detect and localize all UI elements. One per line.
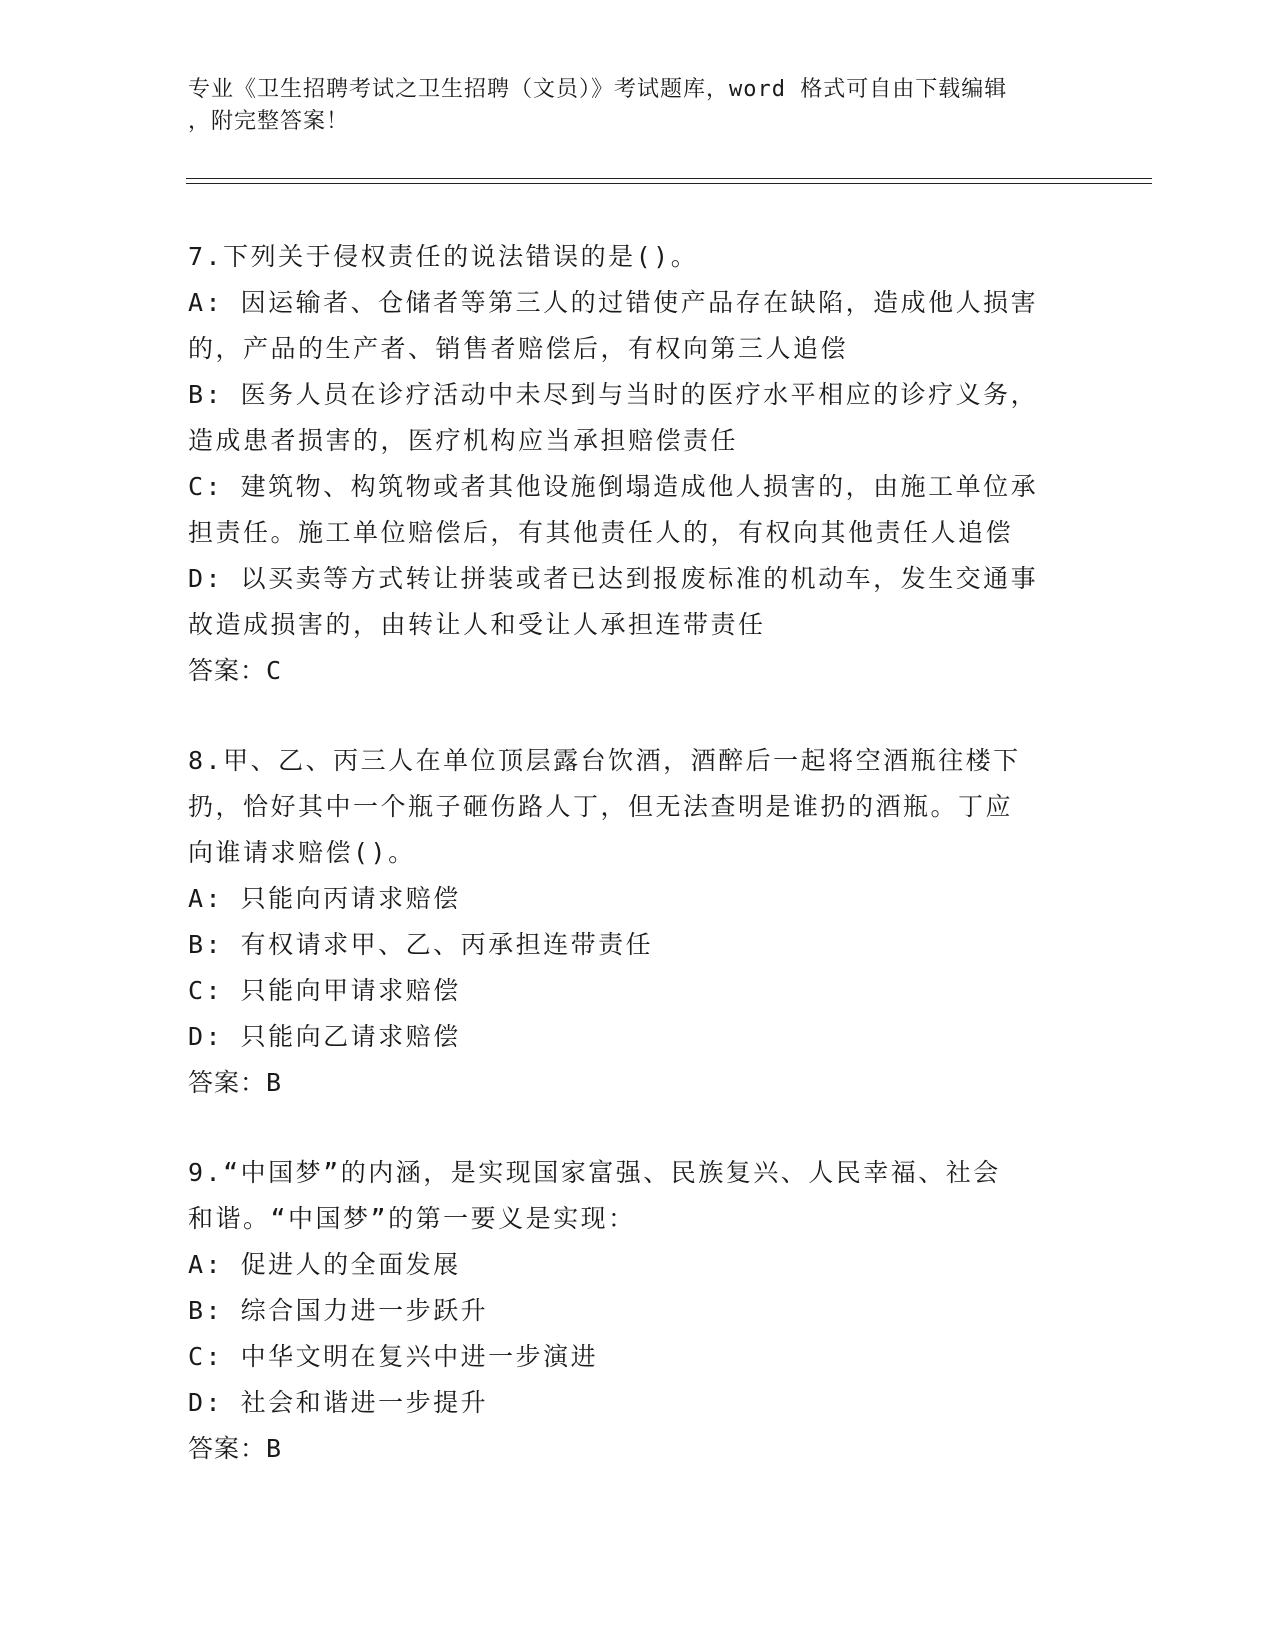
question-8-stem-line-2: 扔，恰好其中一个瓶子砸伤路人丁，但无法查明是谁扔的酒瓶。丁应 (188, 792, 1014, 821)
answer-value: B (266, 1434, 283, 1463)
question-9-option-d: D: 社会和谐进一步提升 (188, 1388, 489, 1417)
question-7 (188, 234, 1078, 694)
question-9 (188, 1150, 1078, 1472)
header-line-1: 专业《卫生招聘考试之卫生招聘（文员）》考试题库，word 格式可自由下载编辑 (188, 77, 1008, 102)
question-9-option-c: C: 中华文明在复兴中进一步演进 (188, 1342, 599, 1371)
question-7-option-a-line-1: A: 因运输者、仓储者等第三人的过错使产品存在缺陷，造成他人损害 (188, 288, 1039, 317)
document-header (188, 74, 1078, 138)
question-7-stem: 7.下列关于侵权责任的说法错误的是()。 (188, 242, 699, 271)
header-divider-bottom (186, 183, 1152, 184)
question-9-option-b: B: 综合国力进一步跃升 (188, 1296, 489, 1325)
answer-value: C (266, 656, 283, 685)
question-8-option-c: C: 只能向甲请求赔偿 (188, 976, 461, 1005)
question-7-answer (188, 648, 1078, 694)
question-list (188, 234, 1078, 1472)
question-8-answer (188, 1060, 1078, 1106)
answer-label: 答案： (188, 1068, 267, 1097)
question-9-answer (188, 1426, 1078, 1472)
answer-label: 答案： (188, 656, 267, 685)
answer-value: B (266, 1068, 283, 1097)
question-7-option-b-line-2: 造成患者损害的，医疗机构应当承担赔偿责任 (188, 426, 739, 455)
question-8 (188, 738, 1078, 1106)
question-7-option-c-line-1: C: 建筑物、构筑物或者其他设施倒塌造成他人损害的，由施工单位承 (188, 472, 1039, 501)
question-7-option-a-line-2: 的，产品的生产者、销售者赔偿后，有权向第三人追偿 (188, 334, 849, 363)
question-7-option-c-line-2: 担责任。施工单位赔偿后，有其他责任人的，有权向其他责任人追偿 (188, 518, 1014, 547)
answer-label: 答案： (188, 1434, 267, 1463)
question-8-stem-line-1: 8.甲、乙、丙三人在单位顶层露台饮酒，酒醉后一起将空酒瓶往楼下 (188, 746, 1021, 775)
header-divider-top (186, 178, 1152, 179)
question-7-option-d-line-2: 故造成损害的，由转让人和受让人承担连带责任 (188, 610, 766, 639)
question-8-stem-line-3: 向谁请求赔偿()。 (188, 838, 416, 867)
question-8-option-b: B: 有权请求甲、乙、丙承担连带责任 (188, 930, 654, 959)
question-9-stem-line-1: 9.“中国梦”的内涵，是实现国家富强、民族复兴、人民幸福、社会 (188, 1158, 1001, 1187)
question-9-option-a: A: 促进人的全面发展 (188, 1250, 461, 1279)
question-9-stem-line-2: 和谐。“中国梦”的第一要义是实现： (188, 1204, 636, 1233)
question-7-option-b-line-1: B: 医务人员在诊疗活动中未尽到与当时的医疗水平相应的诊疗义务， (188, 380, 1039, 409)
question-8-option-a: A: 只能向丙请求赔偿 (188, 884, 461, 913)
header-line-2: ，附完整答案！ (188, 109, 350, 134)
question-8-option-d: D: 只能向乙请求赔偿 (188, 1022, 461, 1051)
question-7-option-d-line-1: D: 以买卖等方式转让拼装或者已达到报废标准的机动车，发生交通事 (188, 564, 1039, 593)
